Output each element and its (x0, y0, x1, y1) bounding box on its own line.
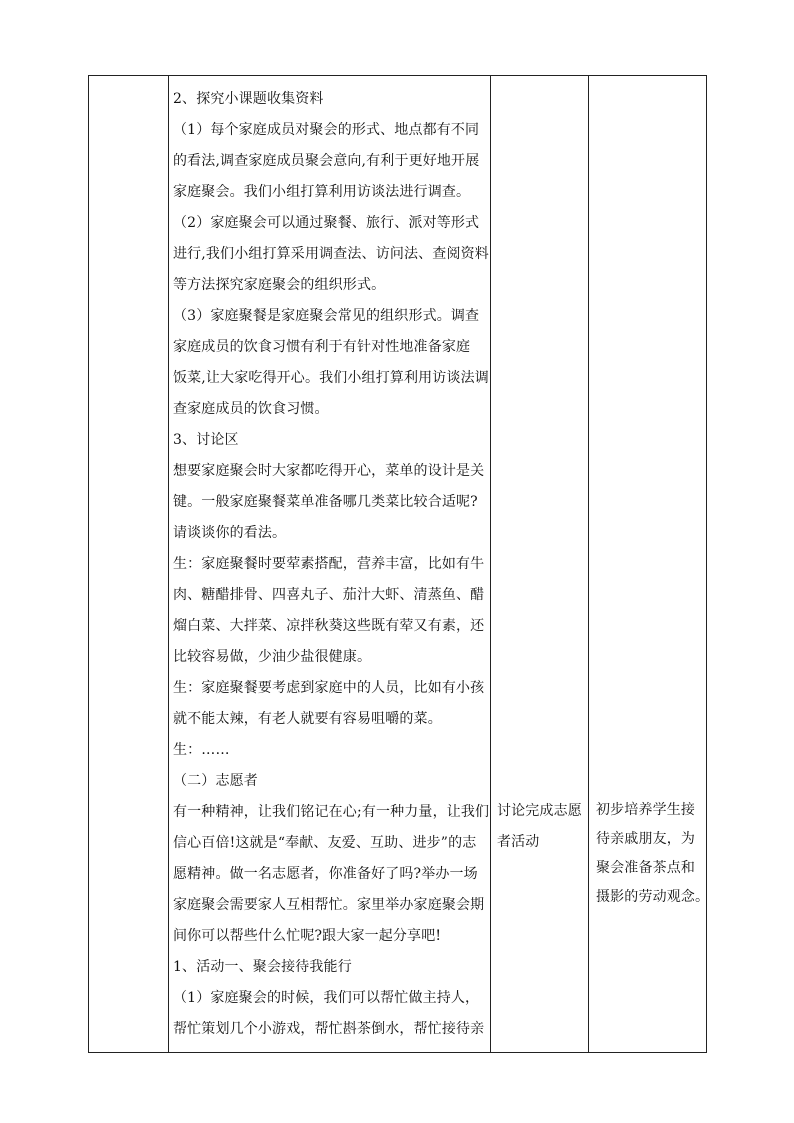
content-line: 家庭聚会需要家人互相帮忙。家里举办家庭聚会期 (173, 897, 485, 913)
content-line: 进行,我们小组打算采用调查法、访问法、查阅资料 (173, 246, 489, 262)
content-line: 愿精神。做一名志愿者，你准备好了吗?举办一场 (173, 866, 478, 882)
content-line: 3、讨论区 (173, 432, 239, 448)
content-line: 2、探究小课题收集资料 (173, 91, 324, 107)
content-line: 帮忙策划几个小游戏，帮忙斟茶倒水，帮忙接待亲 (173, 1021, 485, 1037)
content-line: 等方法探究家庭聚会的组织形式。 (173, 277, 386, 293)
content-line: 生：…… (173, 742, 230, 758)
activity-line: 讨论完成志愿 (497, 803, 582, 819)
content-line: 饭菜,让大家吃得开心。我们小组打算利用访谈法调 (173, 370, 489, 386)
content-line: 比较容易做，少油少盐很健康。 (173, 649, 372, 665)
content-line: 就不能太辣，有老人就要有容易咀嚼的菜。 (173, 711, 442, 727)
content-line: 想要家庭聚会时大家都吃得开心，菜单的设计是关 (173, 463, 485, 479)
content-line: 的看法,调查家庭成员聚会意向,有利于更好地开展 (173, 153, 480, 169)
lesson-table (88, 75, 710, 1053)
design-intent-cell (596, 796, 708, 912)
content-line: 键。一般家庭聚餐菜单准备哪几类菜比较合适呢? (173, 494, 478, 510)
goal-line: 摄影的劳动观念。 (596, 889, 710, 905)
content-line: 家庭成员的饮食习惯有利于有针对性地准备家庭 (173, 339, 471, 355)
activity-line: 者活动 (497, 834, 540, 850)
content-line: 肉、糖醋排骨、四喜丸子、茄汁大虾、清蒸鱼、醋 (173, 587, 485, 603)
column-divider-1 (168, 76, 169, 1052)
content-line: 查家庭成员的饮食习惯。 (173, 401, 329, 417)
content-line: 间你可以帮些什么忙呢?跟大家一起分享吧! (173, 928, 442, 944)
goal-line: 聚会准备茶点和 (596, 860, 696, 876)
content-line: 有一种精神，让我们铭记在心;有一种力量，让我们 (173, 804, 490, 820)
goal-line: 待亲戚朋友，为 (596, 831, 696, 847)
goal-line: 初步培养学生接 (596, 802, 696, 818)
content-line: 生：家庭聚餐时要荤素搭配，营养丰富，比如有牛 (173, 556, 485, 572)
content-line: 家庭聚会。我们小组打算利用访谈法进行调查。 (173, 184, 471, 200)
content-line: （1）家庭聚会的时候，我们可以帮忙做主持人， (173, 990, 480, 1006)
content-line: （二）志愿者 (173, 773, 258, 789)
column-divider-3 (588, 76, 589, 1052)
content-line: 生：家庭聚餐要考虑到家庭中的人员，比如有小孩 (173, 680, 485, 696)
content-line: 信心百倍!这就是“奉献、友爱、互助、进步”的志 (173, 835, 477, 851)
content-line: 请谈谈你的看法。 (173, 525, 287, 541)
column-divider-2 (490, 76, 491, 1052)
content-line: （2）家庭聚会可以通过聚餐、旅行、派对等形式 (173, 215, 480, 231)
content-line: 熘白菜、大拌菜、凉拌秋葵这些既有荤又有素，还 (173, 618, 485, 634)
content-line: （3）家庭聚餐是家庭聚会常见的组织形式。调查 (173, 308, 480, 324)
student-activity-cell (497, 796, 581, 858)
teaching-content-cell (173, 84, 490, 1045)
content-line: （1）每个家庭成员对聚会的形式、地点都有不同 (173, 122, 480, 138)
content-line: 1、活动一、聚会接待我能行 (173, 959, 352, 975)
